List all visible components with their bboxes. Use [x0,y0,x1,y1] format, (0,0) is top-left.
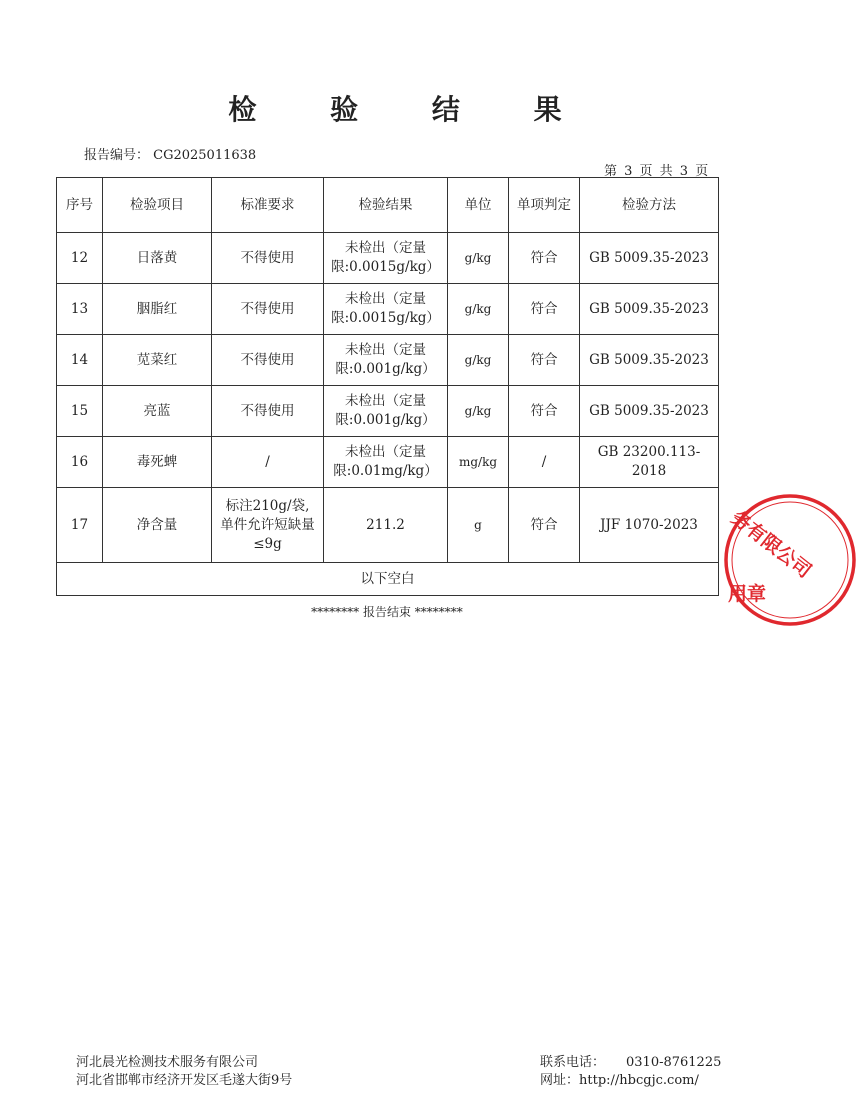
cell-unit: g/kg [448,233,509,284]
cell-unit: g/kg [448,386,509,437]
cell-requirement [212,488,324,563]
header-no: 序号 [57,178,103,233]
cell-no: 12 [57,233,103,284]
result-line-1: 未检出（定量 [345,393,426,409]
cell-no: 14 [57,335,103,386]
cell-no: 17 [57,488,103,563]
cell-method: GB 5009.35-2023 [580,335,719,386]
result-line-2: 限:0.001g/kg） [335,412,436,428]
company-address: 河北省邯郸市经济开发区毛遂大街9号 [76,1073,293,1088]
official-seal [720,490,860,630]
page-indicator: 第 3 页 共 3 页 [604,164,709,179]
cell-requirement: 不得使用 [212,386,324,437]
seal-text-bottom: 用章 [728,583,767,605]
result-line-2: 限:0.001g/kg） [335,361,436,377]
header-unit: 单位 [448,178,509,233]
table-row [57,284,719,335]
table-row [57,437,719,488]
cell-verdict: 符合 [509,335,580,386]
result-line-2: 限:0.0015g/kg） [331,259,440,275]
cell-result [324,284,448,335]
cell-unit: g/kg [448,335,509,386]
cell-requirement: 不得使用 [212,284,324,335]
cell-no: 13 [57,284,103,335]
cell-verdict: 符合 [509,284,580,335]
phone-number: 0310-8761225 [626,1055,722,1070]
result-line-2: 限:0.01mg/kg） [333,463,438,479]
cell-method: JJF 1070-2023 [580,488,719,563]
table-row [57,233,719,284]
cell-item: 日落黄 [103,233,212,284]
company-name: 河北晨光检测技术服务有限公司 [76,1055,259,1070]
cell-method: GB 23200.113-2018 [580,437,719,488]
cell-verdict: 符合 [509,233,580,284]
cell-item: 净含量 [103,488,212,563]
cell-no: 15 [57,386,103,437]
cell-result [324,233,448,284]
cell-unit: g [448,488,509,563]
cell-result [324,335,448,386]
table-row [57,488,719,563]
footer-contact-block [540,1054,721,1090]
cell-result [324,437,448,488]
table-header-row [57,178,719,233]
cell-item: 苋菜红 [103,335,212,386]
footer-company-block [76,1054,292,1090]
header-requirement: 标准要求 [212,178,324,233]
cell-method: GB 5009.35-2023 [580,233,719,284]
cell-verdict: / [509,437,580,488]
requirement-line-3: ≤9g [253,535,282,552]
result-line-1: 未检出（定量 [345,240,426,256]
seal-text-top: 务有限公司 [726,506,816,583]
cell-no: 16 [57,437,103,488]
table-row [57,386,719,437]
report-end-note: ******** 报告结束 ******** [311,605,463,619]
cell-method: GB 5009.35-2023 [580,284,719,335]
cell-item: 毒死蜱 [103,437,212,488]
cell-result [324,386,448,437]
cell-method: GB 5009.35-2023 [580,386,719,437]
header-method: 检验方法 [580,178,719,233]
report-number: 报告编号： CG2025011638 [84,148,257,163]
result-line-1: 未检出（定量 [345,342,426,358]
phone-label: 联系电话： [540,1055,606,1070]
cell-verdict: 符合 [509,488,580,563]
cell-result: 211.2 [324,488,448,563]
page-title: 检 验 结 果 [228,93,594,126]
header-result: 检验结果 [324,178,448,233]
cell-unit: g/kg [448,284,509,335]
result-line-1: 未检出（定量 [345,291,426,307]
result-line-1: 未检出（定量 [345,444,426,460]
website-label: 网址： [540,1073,580,1088]
blank-note-row [57,563,719,596]
requirement-line-2: 单件允许短缺量 [220,516,315,533]
cell-requirement: 不得使用 [212,335,324,386]
website-url[interactable]: http://hbcgjc.com/ [579,1073,699,1088]
requirement-line-1: 标注210g/袋, [225,497,310,514]
cell-requirement: / [212,437,324,488]
cell-item: 胭脂红 [103,284,212,335]
table-row [57,335,719,386]
cell-verdict: 符合 [509,386,580,437]
blank-note: 以下空白 [57,563,719,596]
header-item: 检验项目 [103,178,212,233]
header-verdict: 单项判定 [509,178,580,233]
cell-unit: mg/kg [448,437,509,488]
phone-line [540,1054,721,1072]
cell-item: 亮蓝 [103,386,212,437]
results-table [56,177,719,596]
cell-requirement: 不得使用 [212,233,324,284]
website-line [540,1072,721,1090]
result-line-2: 限:0.0015g/kg） [331,310,440,326]
